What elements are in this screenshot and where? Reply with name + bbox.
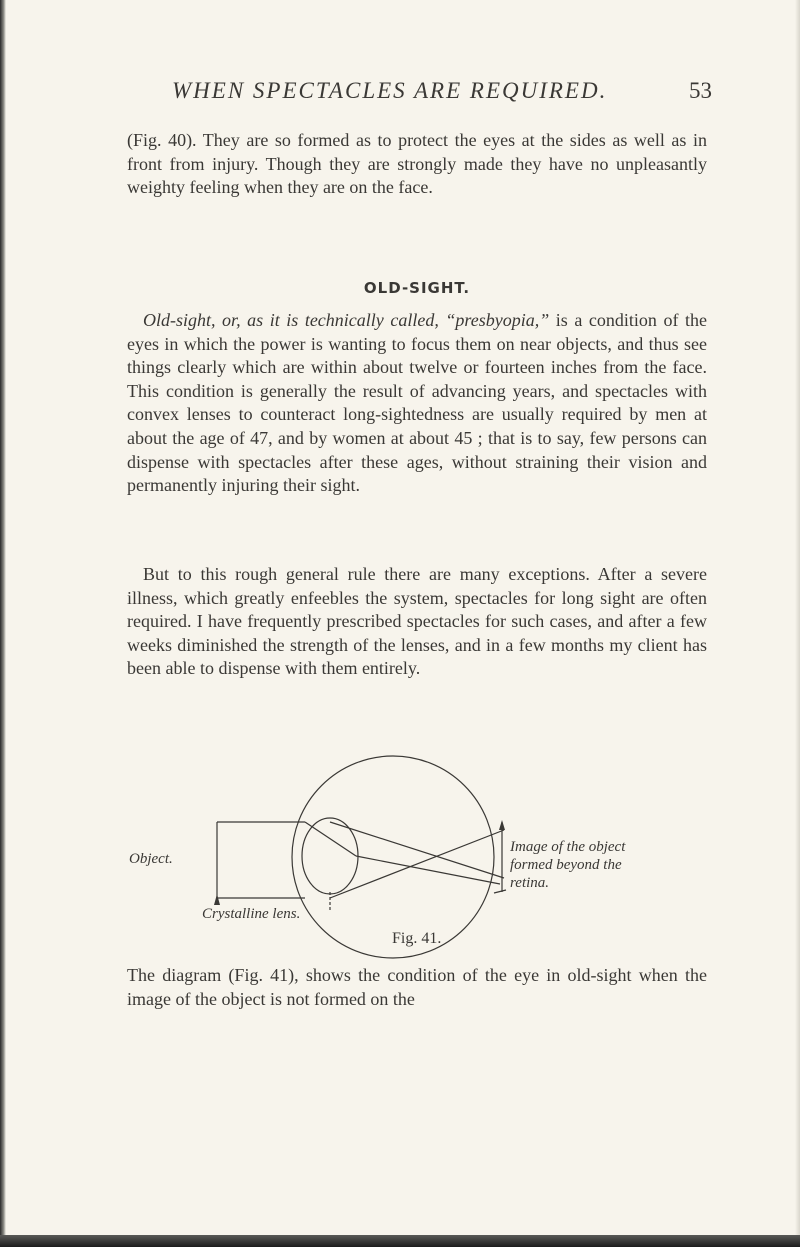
retina-projection [494, 890, 506, 893]
paragraph-continued: (Fig. 40). They are so formed as to protect the eyes at the sides as well as in front from injury. Though they are strongly made they have no unpleasantly weighty feeling when they are on the face. [127, 130, 707, 198]
crystalline-lens [302, 818, 358, 894]
object-arrow-head [214, 894, 220, 905]
paragraph-diagram-description: The diagram (Fig. 41), shows the condition of the eye in old-sight when the image of the object is not formed on the [127, 965, 707, 1009]
label-image-line: retina. [510, 875, 550, 891]
label-object: Object. [129, 851, 173, 867]
paragraph-exceptions: But to this rough general rule there are many exceptions. After a severe illness, which greatly enfeebles the system, spectacles for long sight are often required. I have frequently prescribed spectacles for such cases, and after a few weeks diminished the strength of the lenses, and in a few months my client has been able to dispense with them entirely. [127, 564, 707, 679]
label-image-line: Image of the object [510, 839, 626, 855]
label-image-line: formed beyond the [510, 857, 622, 873]
figure-caption: Fig. 41. [392, 930, 442, 947]
label-image-beyond-retina [510, 838, 710, 892]
label-crystalline-lens: Crystalline lens. [202, 906, 301, 922]
image-arrow-head [499, 820, 505, 830]
page-number: 53 [689, 78, 712, 103]
paragraph-body: is a condition of the eyes in which the power is wanting to focus them on near objects, and thus see things clearly which are within about twelve or fourteen inches from the face. This condition is generally the result of advancing years, and spectacles with convex lenses to counteract long-sightedness are usually required by men at about the age of 47, and by women at about 45 ; that is to say, few persons can dispense with spectacles after these ages, without straining their vision and permanently injuring their sight. [127, 310, 707, 496]
eyeball-outline [292, 756, 494, 958]
section-heading: OLD-SIGHT. [363, 279, 471, 297]
paragraph-lead-italic: Old-sight, or, as it is technically called, “presbyopia,” [143, 310, 550, 330]
page-bottom-edge [0, 1235, 800, 1247]
running-head-title: WHEN SPECTACLES ARE REQUIRED. [172, 78, 608, 103]
